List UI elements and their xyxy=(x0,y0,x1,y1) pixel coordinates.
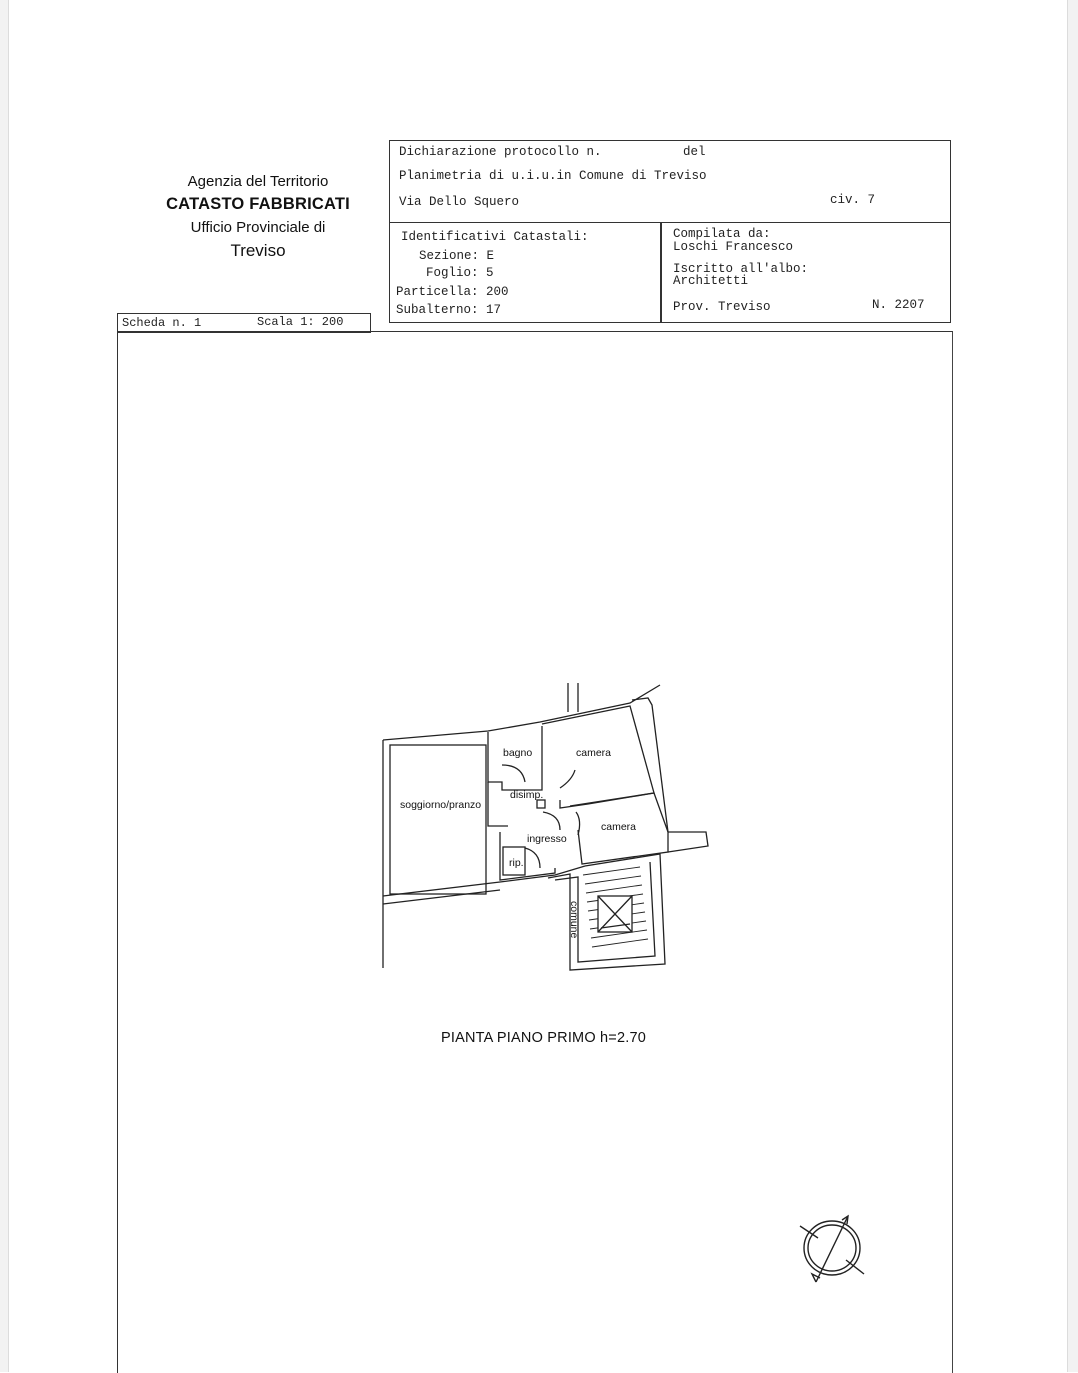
bedroom1-door xyxy=(560,770,575,788)
foglio-value: Foglio: 5 xyxy=(426,266,494,280)
agency-name: Agenzia del Territorio xyxy=(187,173,329,190)
compiler-name: Loschi Francesco xyxy=(673,240,794,254)
identifiers-title: Identificativi Catastali: xyxy=(401,230,589,244)
floor-plan-caption: PIANTA PIANO PRIMO h=2.70 xyxy=(441,1030,646,1046)
scheda-label: Scheda n. 1 xyxy=(122,316,202,330)
registered-label: Iscritto all'albo: xyxy=(673,262,809,276)
living-room-walls xyxy=(390,745,486,894)
province-label: Prov. Treviso xyxy=(673,300,771,314)
del-label: del xyxy=(683,145,706,159)
corridor-block xyxy=(537,800,545,808)
office-city: Treviso xyxy=(230,241,286,260)
planimetry-line: Planimetria di u.i.u.in Comune di Treviso xyxy=(399,169,707,183)
storage-door xyxy=(525,848,540,868)
bathroom-door xyxy=(502,765,525,782)
particella-value: Particella: 200 xyxy=(396,285,509,299)
room-label-comune: comune xyxy=(568,901,580,939)
corridor-walls xyxy=(488,782,508,826)
corridor-door xyxy=(543,812,560,830)
declaration-label: Dichiarazione protocollo n. xyxy=(399,145,602,159)
outer-wall-east xyxy=(632,698,668,832)
compiled-by-label: Compilata da: xyxy=(673,227,771,241)
north-arrow-icon xyxy=(796,1212,868,1286)
outer-wall-southeast xyxy=(668,832,708,852)
scala-label: Scala 1: 200 xyxy=(257,315,344,329)
registry-number: N. 2207 xyxy=(872,298,925,312)
room-label-camera-1: camera xyxy=(576,747,612,759)
civ-number: civ. 7 xyxy=(830,193,876,207)
subalterno-value: Subalterno: 17 xyxy=(396,303,502,317)
room-label-camera-2: camera xyxy=(601,821,637,833)
catasto-title: CATASTO FABBRICATI xyxy=(166,195,350,213)
room-label-disimp: disimp. xyxy=(510,789,544,801)
room-label-bagno: bagno xyxy=(503,747,533,759)
room-label-ingresso: ingresso xyxy=(527,833,567,845)
outer-wall-northwest xyxy=(383,685,660,740)
room-label-soggiorno: soggiorno/pranzo xyxy=(400,799,482,811)
office-label: Ufficio Provinciale di xyxy=(190,219,326,236)
sezione-value: Sezione: E xyxy=(419,249,495,263)
room-label-rip: rip. xyxy=(509,857,524,869)
address-line: Via Dello Squero xyxy=(399,195,520,209)
registry-name: Architetti xyxy=(673,274,749,288)
south-boundary-wall xyxy=(383,890,500,904)
